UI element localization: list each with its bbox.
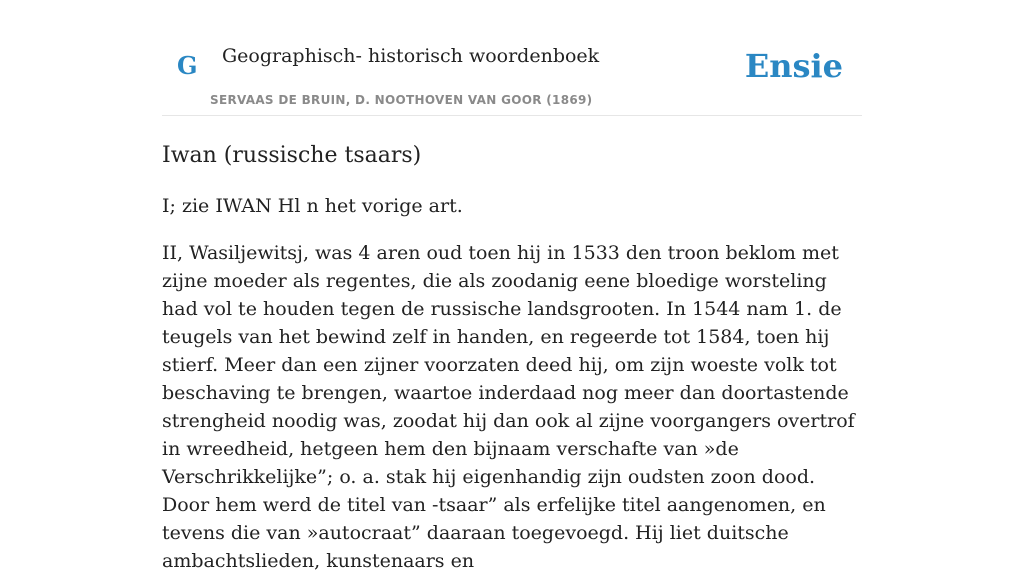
entry-paragraph: II, Wasiljewitsj, was 4 aren oud toen hij in 1533 den troon beklom met zijne moeder als regentes, die als zoodanig eene bloedige worsteling had vol te houden tegen de russische landsgrooten. In 1544 nam 1. de teugels van het bewind zelf in handen, en regeerde tot 1584, toen hij stierf. Meer dan een zijner voorzaten deed hij, om zijn woeste volk tot beschaving te brengen, waartoe inderdaad nog meer dan doortastende strengheid noodig was, zoodat hij dan ook al zijne voorgangers overtrof in wreedheid, hetgeen hem den bijnaam verschafte van »de Verschrikkelijke”; o. a. stak hij eigenhandig zijn oudsten zoon dood. Door hem werd de titel van -tsaar” als erfelijke titel aangenomen, en tevens die van »autocraat” daaraan toegevoegd. Hij liet duitsche ambachtslieden, kunstenaars en (162, 241, 855, 572)
book-logo-letter[interactable]: G (177, 51, 198, 80)
entry-paragraph: I; zie IWAN Hl n het vorige art. (162, 194, 463, 217)
book-title-link[interactable]: Geographisch- historisch woordenboek (222, 45, 600, 67)
book-authors: SERVAAS DE BRUIN, D. NOOTHOVEN VAN GOOR (1869) (210, 93, 593, 107)
ensie-logo[interactable]: Ensie (744, 47, 843, 85)
entry-title: Iwan (russische tsaars) (162, 143, 422, 168)
page (162, 0, 862, 572)
entry-body (162, 192, 862, 575)
site-header (162, 0, 862, 116)
